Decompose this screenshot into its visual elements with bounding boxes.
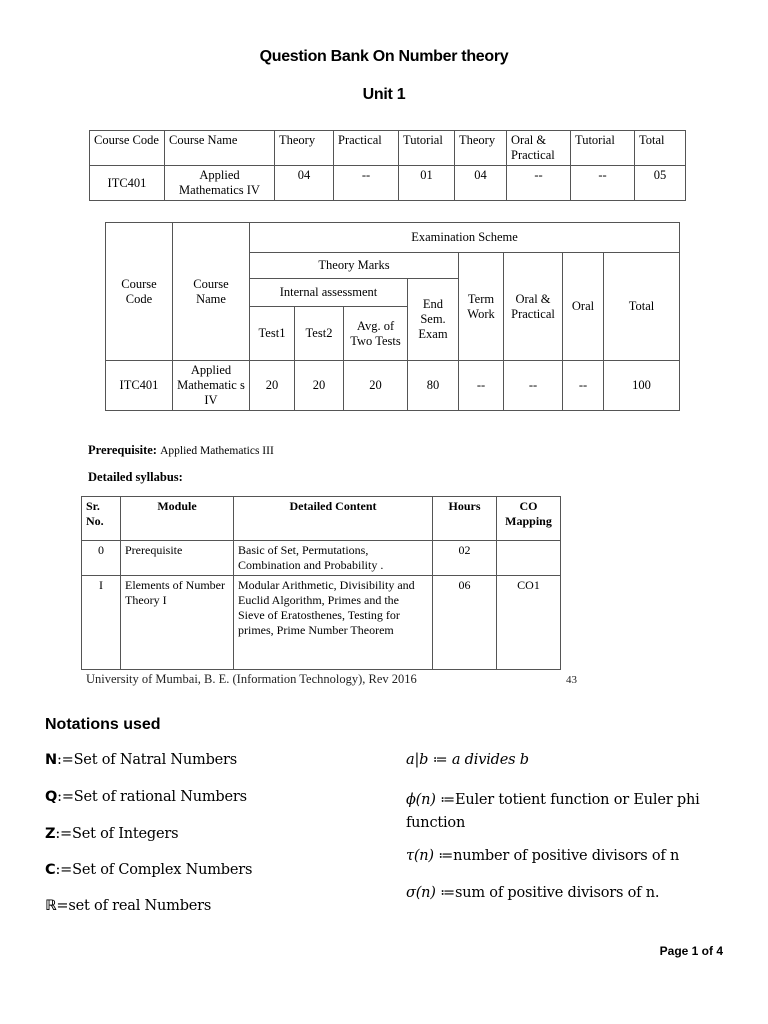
notation-symbol: a|b	[406, 752, 429, 768]
table-cell: 20	[250, 361, 295, 411]
table-cell: 0	[82, 541, 121, 576]
notation-item	[45, 752, 237, 768]
table-header-cell: Total	[604, 253, 680, 361]
table-cell: --	[507, 166, 571, 201]
table-header-cell: Detailed Content	[234, 497, 433, 541]
notation-item	[45, 826, 178, 842]
table-cell: 20	[344, 361, 408, 411]
table-cell: CO1	[497, 576, 561, 670]
notation-text: Set of rational Numbers	[73, 789, 247, 805]
exam-scheme-row	[106, 361, 680, 411]
notation-symbol: Q	[45, 789, 58, 805]
table-cell: 06	[433, 576, 497, 670]
table-cell: --	[571, 166, 635, 201]
table-cell: 01	[399, 166, 455, 201]
notation-item	[45, 789, 247, 805]
table-header-cell: Tutorial	[571, 131, 635, 166]
table-cell: ITC401	[106, 361, 173, 411]
table-header-cell: Test2	[295, 307, 344, 361]
notation-symbol: C	[45, 862, 56, 878]
notation-symbol: τ(n)	[406, 848, 434, 864]
notation-symbol: ϕ(n)	[406, 792, 436, 808]
prerequisite-line	[88, 443, 274, 458]
table-header-cell: Theory	[455, 131, 507, 166]
table-cell: 04	[275, 166, 334, 201]
table-cell: Elements of Number Theory I	[121, 576, 234, 670]
notation-operator: ≔	[435, 792, 455, 808]
table-header-cell: Oral	[563, 253, 604, 361]
notation-operator: ≔	[428, 752, 452, 768]
table-cell: I	[82, 576, 121, 670]
exam-scheme-table	[105, 222, 680, 411]
table-cell: --	[459, 361, 504, 411]
table-header-cell: Practical	[334, 131, 399, 166]
table-header-cell: Hours	[433, 497, 497, 541]
notation-text: sum of positive divisors of n.	[454, 885, 660, 901]
table-cell: Applied Mathematic s IV	[173, 361, 250, 411]
page-number: Page 1 of 4	[659, 944, 723, 958]
table-cell: 04	[455, 166, 507, 201]
table-header-cell: Course Name	[165, 131, 275, 166]
table-cell: Applied Mathematics IV	[165, 166, 275, 201]
prerequisite-value: Applied Mathematics III	[160, 445, 274, 457]
notation-symbol: N	[45, 752, 57, 768]
source-footer-text: University of Mumbai, B. E. (Information Technology), Rev 2016	[86, 672, 417, 686]
table-header-cell: Avg. of Two Tests	[344, 307, 408, 361]
notation-symbol: ℝ	[45, 898, 57, 914]
table-cell: ITC401	[90, 166, 165, 201]
syllabus-header-row	[82, 497, 561, 541]
table-header-cell: Tutorial	[399, 131, 455, 166]
source-page-number: 43	[566, 674, 577, 686]
notation-text: number of positive divisors of n	[453, 848, 680, 864]
prerequisite-label: Prerequisite:	[88, 443, 157, 457]
table-cell: 80	[408, 361, 459, 411]
notation-operator: :=	[55, 862, 73, 878]
notation-operator: =	[56, 898, 69, 914]
notation-text: Euler totient function or Euler phi function	[406, 792, 700, 831]
notation-text: Set of Complex Numbers	[72, 862, 253, 878]
table-header-cell: CO Mapping	[497, 497, 561, 541]
notation-operator: :=	[57, 789, 74, 805]
table-cell: Basic of Set, Permutations, Combination and Probability .	[234, 541, 433, 576]
table-cell: --	[563, 361, 604, 411]
notations-heading: Notations used	[45, 716, 161, 733]
document-title: Question Bank On Number theory	[259, 48, 509, 65]
table-header-cell: Oral & Practical	[504, 253, 563, 361]
notation-operator: ≔	[435, 885, 455, 901]
table-cell: --	[334, 166, 399, 201]
table-cell	[497, 541, 561, 576]
notation-text: a divides b	[451, 752, 529, 768]
notation-item	[45, 862, 252, 878]
table-header-cell: Theory Marks	[250, 253, 459, 279]
table-header-cell: Examination Scheme	[250, 223, 680, 253]
notation-symbol: Z	[45, 826, 56, 842]
notation-item	[406, 752, 529, 768]
notation-item	[406, 848, 679, 864]
table-row	[82, 541, 561, 576]
table-header-cell: Theory	[275, 131, 334, 166]
syllabus-table	[81, 496, 561, 670]
table-cell: --	[504, 361, 563, 411]
notation-operator: ≔	[433, 848, 454, 864]
notation-text: Set of Integers	[71, 826, 179, 842]
table-header-cell: Course Name	[173, 223, 250, 361]
table-header-cell: End Sem. Exam	[408, 279, 459, 361]
table-header-cell: Course Code	[90, 131, 165, 166]
table-row	[82, 576, 561, 670]
notation-text: Set of Natral Numbers	[73, 752, 238, 768]
table-header-cell: Sr. No.	[82, 497, 121, 541]
table-header-cell: Module	[121, 497, 234, 541]
table-header-cell: Internal assessment	[250, 279, 408, 307]
table-cell: 100	[604, 361, 680, 411]
table-header-cell: Total	[635, 131, 686, 166]
course-table	[89, 130, 686, 201]
table-cell: 05	[635, 166, 686, 201]
notation-item	[406, 885, 659, 901]
notation-symbol: σ(n)	[406, 885, 436, 901]
notation-operator: :=	[55, 826, 72, 842]
table-cell: Modular Arithmetic, Divisibility and Euclid Algorithm, Primes and the Sieve of Eratosthenes, Testing for primes, Prime Number Theorem	[234, 576, 433, 670]
table-header-cell: Term Work	[459, 253, 504, 361]
table-header-cell: Oral & Practical	[507, 131, 571, 166]
unit-title: Unit 1	[362, 86, 406, 103]
course-table-header-row	[90, 131, 686, 166]
notation-text: set of real Numbers	[68, 898, 212, 914]
syllabus-heading: Detailed syllabus:	[88, 470, 183, 484]
table-header-cell: Course Code	[106, 223, 173, 361]
table-cell: 20	[295, 361, 344, 411]
notation-item	[406, 789, 726, 835]
table-cell: 02	[433, 541, 497, 576]
notation-operator: :=	[56, 752, 74, 768]
table-cell: Prerequisite	[121, 541, 234, 576]
notation-item	[45, 898, 211, 914]
table-header-cell: Test1	[250, 307, 295, 361]
course-table-row	[90, 166, 686, 201]
